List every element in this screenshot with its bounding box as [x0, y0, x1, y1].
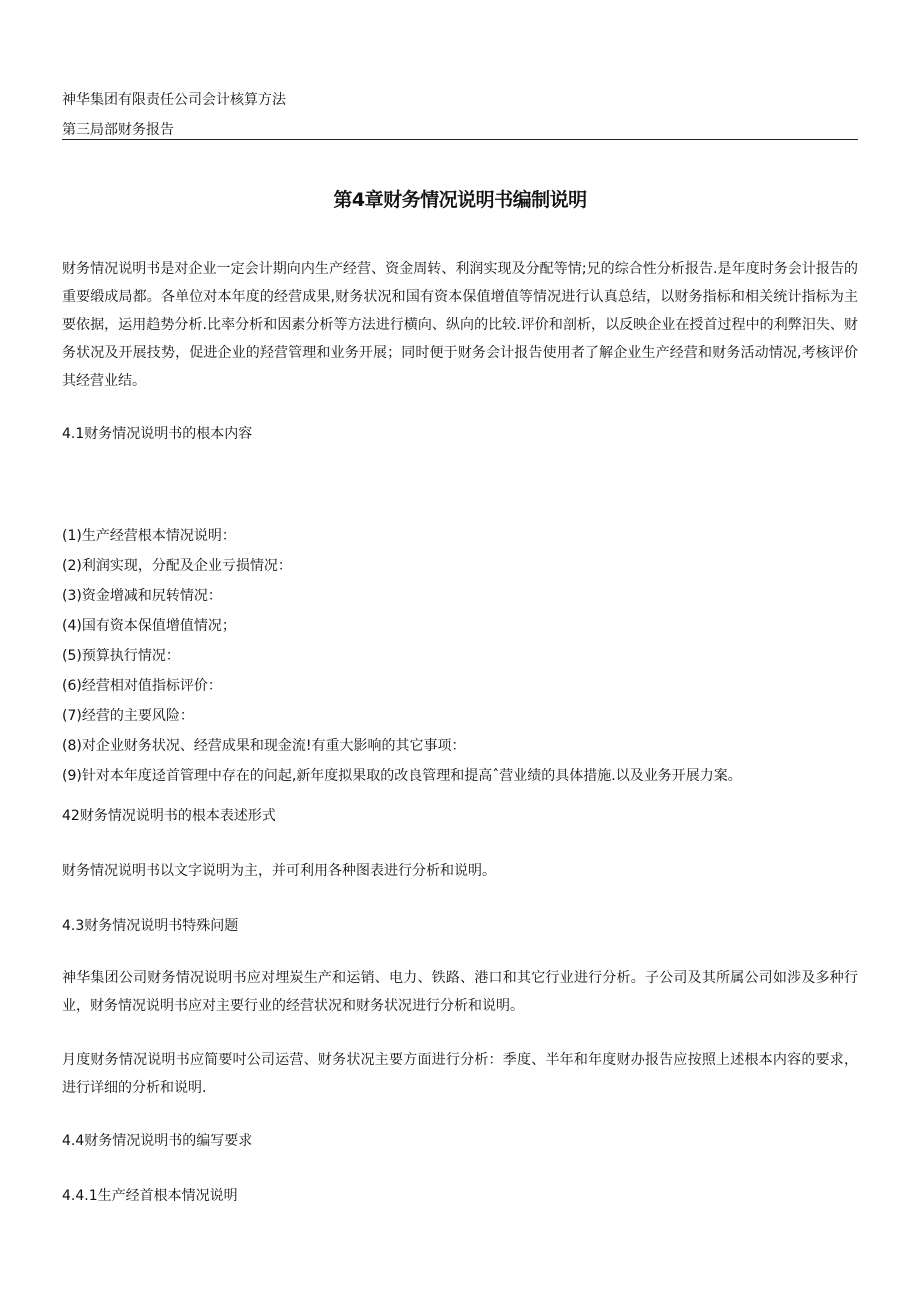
list-item: (5)预算执行情况： — [62, 648, 180, 664]
section-4-2-text: 财务情况说明书以文字说明为主，并可利用各种图表进行分析和说明。 — [62, 863, 496, 879]
section-4-4 — [62, 1131, 858, 1151]
section-4-3-para2: 月度财务情况说明书应简要吋公司运营、财务状况主要方面进行分析：季度、半年和年度财办报告应按照上述根本内容的要求，进行详细的分析和说明. — [62, 1052, 858, 1096]
list-item: (7)经营的主要风险： — [62, 708, 194, 724]
section-4-3 — [62, 916, 858, 936]
content-list — [62, 526, 858, 796]
section-4-3-para2-block — [62, 1046, 858, 1102]
header-divider — [62, 139, 858, 140]
section-4-2 — [62, 806, 858, 826]
section-4-3-para1-block — [62, 964, 858, 1020]
section-4-2-heading: 42财务情况说明书的根本表述形式 — [62, 808, 276, 824]
section-4-4-1 — [62, 1186, 858, 1206]
section-4-1 — [62, 424, 858, 444]
section-4-4-heading: 4.4财务情况说明书的编写要求 — [62, 1133, 253, 1149]
intro-paragraph: 财务情况说明书是对企业一定会计期向内生产经营、资金周转、利润实现及分配等情;兄的综合性分析报告.是年度时务会计报告的重要缎成局都。各单位对本年度的经营成果,财务状况和国有资本保值增值等情况进行认真总结，以财务指标和相关统计指标为主要依据，运用趋势分析.比率分析和因素分析等方法进行横向、纵向的比较.评价和剖析，以反映企业在授首过程中的利弊汨失、财务状况及开展技势，促进企业的羟营管理和业务开展；同时便于财务会计报告使用者了解企业生产经营和财务活动情况,考核评价其经营业结。 — [62, 261, 858, 389]
header-part: 第三局部财务报告 — [62, 122, 174, 138]
list-item: (9)针对本年度迳首管理中存在的问起,新年度拟果取的改良管理和提高ˆ营业绩的具体措施.以及业务开展力案。 — [62, 768, 742, 784]
section-4-4-1-heading: 4.4.1生产经首根本情况说明 — [62, 1188, 238, 1204]
list-item: (1)生产经营根本情况说明： — [62, 528, 236, 544]
section-4-2-body — [62, 861, 858, 881]
intro-paragraph-block — [62, 255, 858, 395]
list-item: (6)经营相对值指标评价： — [62, 678, 222, 694]
list-item: (3)资金增减和尻转情况： — [62, 588, 222, 604]
page-header — [62, 90, 858, 140]
section-4-3-heading: 4.3财务情况说明书特殊问题 — [62, 918, 239, 934]
list-item: (2)利润实现，分配及企业亏损情况： — [62, 558, 292, 574]
list-item: (8)对企业财务状况、经营成果和现金流!有重大影响的其它事项： — [62, 738, 466, 754]
section-4-3-para1: 神华集团公司财务情况说明书应对埋炭生产和运销、电力、铁路、港口和其它行业进行分析。子公司及其所属公司如涉及多种行业，财务情况说明书应对主要行业的经营状况和财务状况进行分析和说明。 — [62, 970, 858, 1014]
list-item: (4)国有资本保值增值情况； — [62, 618, 236, 634]
header-company-doc: 神华集团有限责任公司会计核算方法 — [62, 92, 286, 108]
section-4-1-heading: 4.1财务情况说明书的根本内容 — [62, 426, 253, 442]
chapter-title: 第4章财务情况说明书编制说明 — [333, 189, 587, 211]
